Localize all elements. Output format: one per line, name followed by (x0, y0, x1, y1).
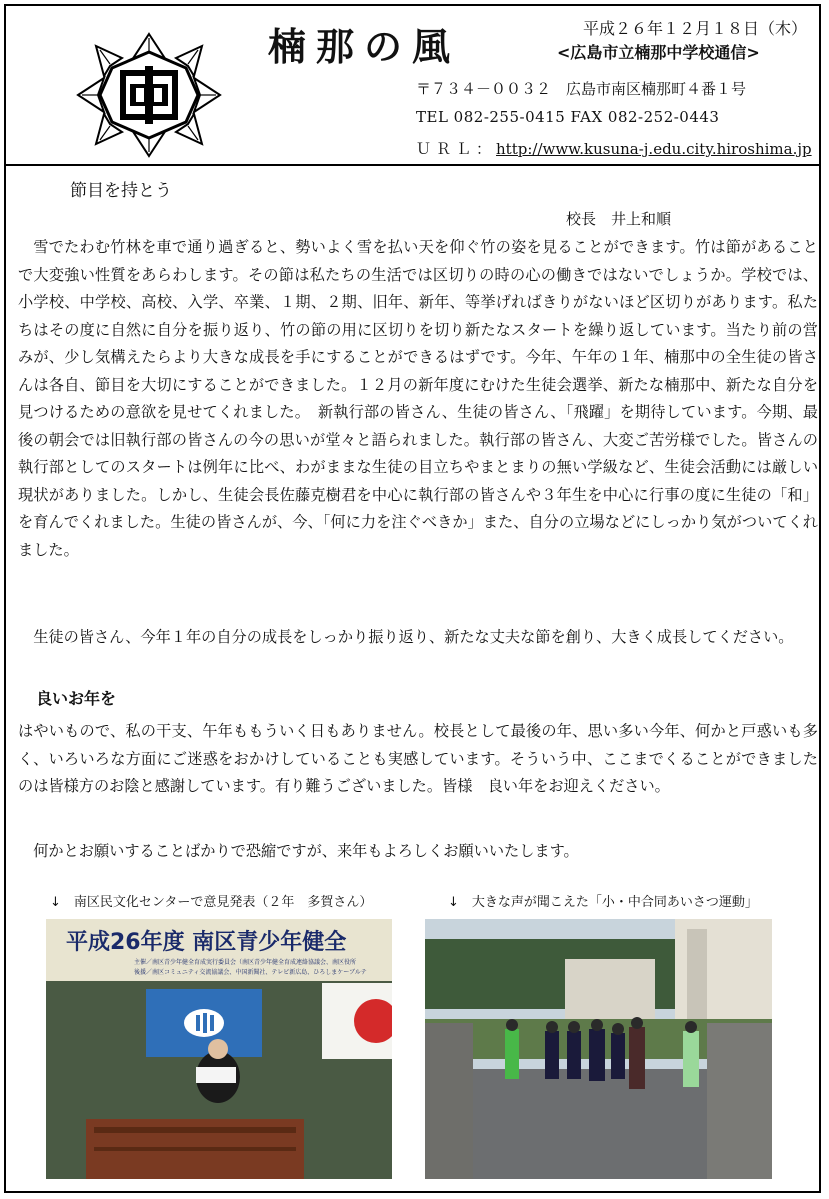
school-url (416, 138, 812, 159)
article1-paragraph-2: 生徒の皆さん、今年１年の自分の成長をしっかり振り返り、新たな丈夫な節を創り、大きく成長してください。 (33, 628, 794, 646)
banner-organizer: 主催／南区青少年健全育成実行委員会（南区青少年健全育成連絡協議会、南区役所 (134, 959, 357, 966)
article1-paragraph-1: 雪でたわむ竹林を車で通り過ぎると、勢いよく雪を払い天を仰ぐ竹の姿を見ることができます。竹は節があることで大変強い性質をあらわします。その節は私たちの生活では区切りの時の心の働きではないでしょうか。学校では、小学校、中学校、高校、入学、卒業、１期、２期、旧年、新年、等挙げればきりがないほど区切りがあります。私たちはその度に自然に自分を振り返り、竹の節の用に区切りを切り新たなスタートを繰り返しています。当たり前の営みが、少し気構えたらより大きな成長を手にすることができるはずです。今年、午年の１年、楠那中の全生徒の皆さんは各自、節目を大切にすることができました。１２月の新年度にむけた生徒会選挙、新たな楠那中、新たな自分を見つけるための意欲を見せてくれました。 新執行部の皆さん、生徒の皆さん、「飛躍」を期待しています。今期、最後の朝会では旧執行部の皆さんの今の思いが堂々と語られました。執行部の皆さん、大変ご苦労様でした。皆さんの執行部としてのスタートは例年に比べ、わがままな生徒の目立ちやまとまりの無い学級など、生徒会活動には厳しい現状がありました。しかし、生徒会長佐藤克樹君を中心に執行部の皆さんや３年生を中心に行事の度に生徒の「和」を育んでくれました。生徒の皆さんが、今、「何に力を注ぐべきか」また、自分の立場などにしっかり気がついてくれました。 (18, 238, 819, 559)
speech-contest-photo (46, 919, 392, 1179)
url-label: ＵＲＬ： (416, 140, 497, 158)
article2-paragraph-1: はやいもので、私の干支、午年ももういく日もありません。校長として最後の年、思い多い今年、何かと戸惑いも多く、いろいろな方面にご迷惑をおかけしていることも実感しています。そういう中、ここまでくることができましたのは皆様方のお陰と感謝しています。有り難うございました。皆様 良い年をお迎えください。 (18, 722, 818, 795)
photo1-caption: ↓ 南区民文化センターで意見発表（２年 多賀さん） (50, 895, 373, 910)
newsletter-title: 楠那の風 (268, 25, 461, 69)
photo2-caption: ↓ 大きな声が聞こえた「小・中合同あいさつ運動」 (448, 895, 758, 910)
article1-heading: 節目を持とう (70, 181, 172, 201)
left-gatepost (425, 1023, 473, 1179)
article2-paragraph-2: 何かとお願いすることばかりで恐縮ですが、来年もよろしくお願いいたします。 (33, 842, 579, 860)
house (565, 959, 655, 1019)
school-address: 〒７３４－００３２ 広島市南区楠那町４番１号 (416, 80, 747, 98)
school-website-link[interactable]: http://www.kusuna-j.edu.city.hiroshima.jp (496, 140, 812, 158)
right-gatepost (707, 1023, 772, 1179)
masthead (6, 6, 819, 166)
road (473, 1069, 707, 1179)
issue-date: 平成２６年１２月１８日（木） (582, 19, 807, 38)
greeting-campaign-photo (425, 919, 772, 1179)
banner-sponsor: 後援／南区コミュニティ交流協議会、中国新聞社、テレビ新広島、ひろしまケーブルテ (134, 969, 367, 976)
article2-heading: 良いお年を (36, 689, 117, 708)
newsletter-subtitle: <広島市立楠那中学校通信> (557, 43, 760, 62)
school-phone-fax: TEL 082-255-0415 FAX 082-252-0443 (416, 108, 720, 126)
school-emblem-icon (74, 30, 224, 160)
banner-title: 平成26年度 南区青少年健全 (66, 930, 347, 955)
article1-author: 校長 井上和順 (566, 210, 672, 228)
newsletter-frame (4, 4, 821, 1193)
